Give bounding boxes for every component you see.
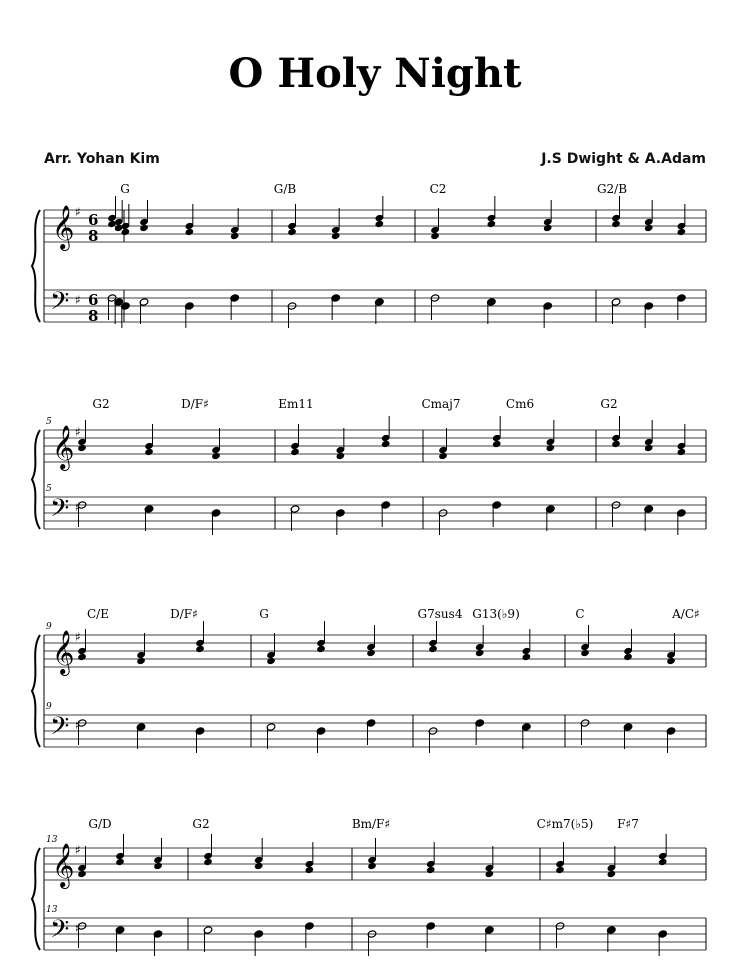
time-signature-numerator: 6 <box>88 211 99 229</box>
note-head <box>366 649 376 657</box>
note-head <box>475 649 485 657</box>
key-signature-sharp: ♯ <box>75 843 81 857</box>
note-head <box>153 862 163 870</box>
brace <box>32 848 40 950</box>
time-signature-denominator: 8 <box>88 227 99 245</box>
note-head <box>230 232 240 240</box>
brace <box>32 210 40 322</box>
note-head <box>644 224 654 232</box>
chord-symbol: A/C♯ <box>672 607 700 621</box>
note-head <box>375 220 385 228</box>
note-head <box>492 440 502 448</box>
treble-clef: 𝄞 <box>52 205 75 249</box>
bass-clef: 𝄢 <box>50 287 70 322</box>
composer-credit: J.S Dwight & A.Adam <box>541 151 706 167</box>
chord-symbol: C/E <box>87 607 109 621</box>
chord-symbol: Cm6 <box>505 397 535 411</box>
note-head <box>644 444 654 452</box>
note-head <box>305 866 315 874</box>
brace <box>32 635 40 747</box>
chord-symbol: Bm/F♯ <box>351 817 391 831</box>
note-head <box>77 653 87 661</box>
note-head <box>580 649 590 657</box>
note-head <box>287 228 297 236</box>
chord-symbol: G2/B <box>596 182 628 196</box>
chord-symbol: G <box>120 182 130 196</box>
note-head <box>266 657 276 665</box>
note-head <box>623 653 633 661</box>
note-head <box>77 444 87 452</box>
bass-clef: 𝄢 <box>50 915 70 950</box>
note-head <box>658 858 668 866</box>
treble-clef: 𝄞 <box>52 630 75 674</box>
key-signature-sharp: ♯ <box>75 500 81 514</box>
note-head <box>438 452 448 460</box>
note-head <box>611 220 621 228</box>
note-head <box>316 645 326 653</box>
chord-symbol: D/F♯ <box>170 607 198 621</box>
chord-symbol: G13(♭9) <box>472 607 520 621</box>
chord-symbol: Em11 <box>278 397 314 411</box>
note-head <box>428 645 438 653</box>
note-head <box>546 444 556 452</box>
measure-number: 13 <box>46 835 58 845</box>
bass-clef: 𝄢 <box>50 494 70 529</box>
chord-symbol: G/D <box>88 817 112 831</box>
note-head <box>426 866 436 874</box>
chord-symbol: G2 <box>600 397 618 411</box>
note-head <box>144 448 154 456</box>
note-head <box>115 858 125 866</box>
chord-symbol: G2 <box>92 397 110 411</box>
note-head <box>136 657 146 665</box>
key-signature-sharp: ♯ <box>75 425 81 439</box>
note-head <box>677 448 687 456</box>
note-head <box>336 452 346 460</box>
treble-clef: 𝄞 <box>52 425 75 469</box>
note-head <box>139 224 149 232</box>
chord-symbol: G/B <box>273 182 297 196</box>
note-head <box>677 228 687 236</box>
score-systems <box>32 182 706 956</box>
note-head <box>290 448 300 456</box>
chord-symbol: Cmaj7 <box>421 397 461 411</box>
note-head <box>555 866 565 874</box>
chord-symbol: G <box>259 607 269 621</box>
chord-symbol: G2 <box>192 817 210 831</box>
key-signature-sharp: ♯ <box>75 921 81 935</box>
note-head <box>185 228 195 236</box>
note-head <box>485 870 495 878</box>
arranger-credit: Arr. Yohan Kim <box>44 151 160 167</box>
measure-number: 5 <box>46 417 52 427</box>
measure-number: 5 <box>46 484 52 494</box>
note-head <box>611 440 621 448</box>
chord-symbol: C <box>575 607 585 621</box>
note-head <box>607 870 617 878</box>
note-head <box>367 862 377 870</box>
bass-clef: 𝄢 <box>50 712 70 747</box>
chord-symbol: F♯7 <box>617 817 639 831</box>
system-2 <box>32 397 706 535</box>
note-head <box>195 645 205 653</box>
note-head <box>666 657 676 665</box>
time-signature-denominator: 8 <box>88 307 99 325</box>
treble-clef: 𝄞 <box>52 843 75 887</box>
key-signature-sharp: ♯ <box>75 293 81 307</box>
note-head <box>522 653 532 661</box>
chord-symbol: C2 <box>429 182 447 196</box>
note-head <box>381 440 391 448</box>
key-signature-sharp: ♯ <box>75 205 81 219</box>
chord-symbol: C♯m7(♭5) <box>536 817 594 831</box>
system-3 <box>32 607 706 753</box>
system-4 <box>32 817 706 956</box>
note-head <box>254 862 264 870</box>
note-head <box>331 232 341 240</box>
brace <box>32 430 40 529</box>
key-signature-sharp: ♯ <box>75 630 81 644</box>
note-head <box>77 870 87 878</box>
system-1 <box>32 182 706 328</box>
note-head <box>487 220 497 228</box>
measure-number: 9 <box>46 622 52 632</box>
measure-number: 9 <box>46 702 52 712</box>
song-title: O Holy Night <box>228 50 522 97</box>
measure-number: 13 <box>46 905 58 915</box>
note-head <box>430 232 440 240</box>
note-head <box>211 452 221 460</box>
key-signature-sharp: ♯ <box>75 718 81 732</box>
note-head <box>543 224 553 232</box>
chord-symbol: G7sus4 <box>417 607 463 621</box>
note-head <box>203 858 213 866</box>
chord-symbol: D/F♯ <box>181 397 209 411</box>
time-signature-numerator: 6 <box>88 291 99 309</box>
